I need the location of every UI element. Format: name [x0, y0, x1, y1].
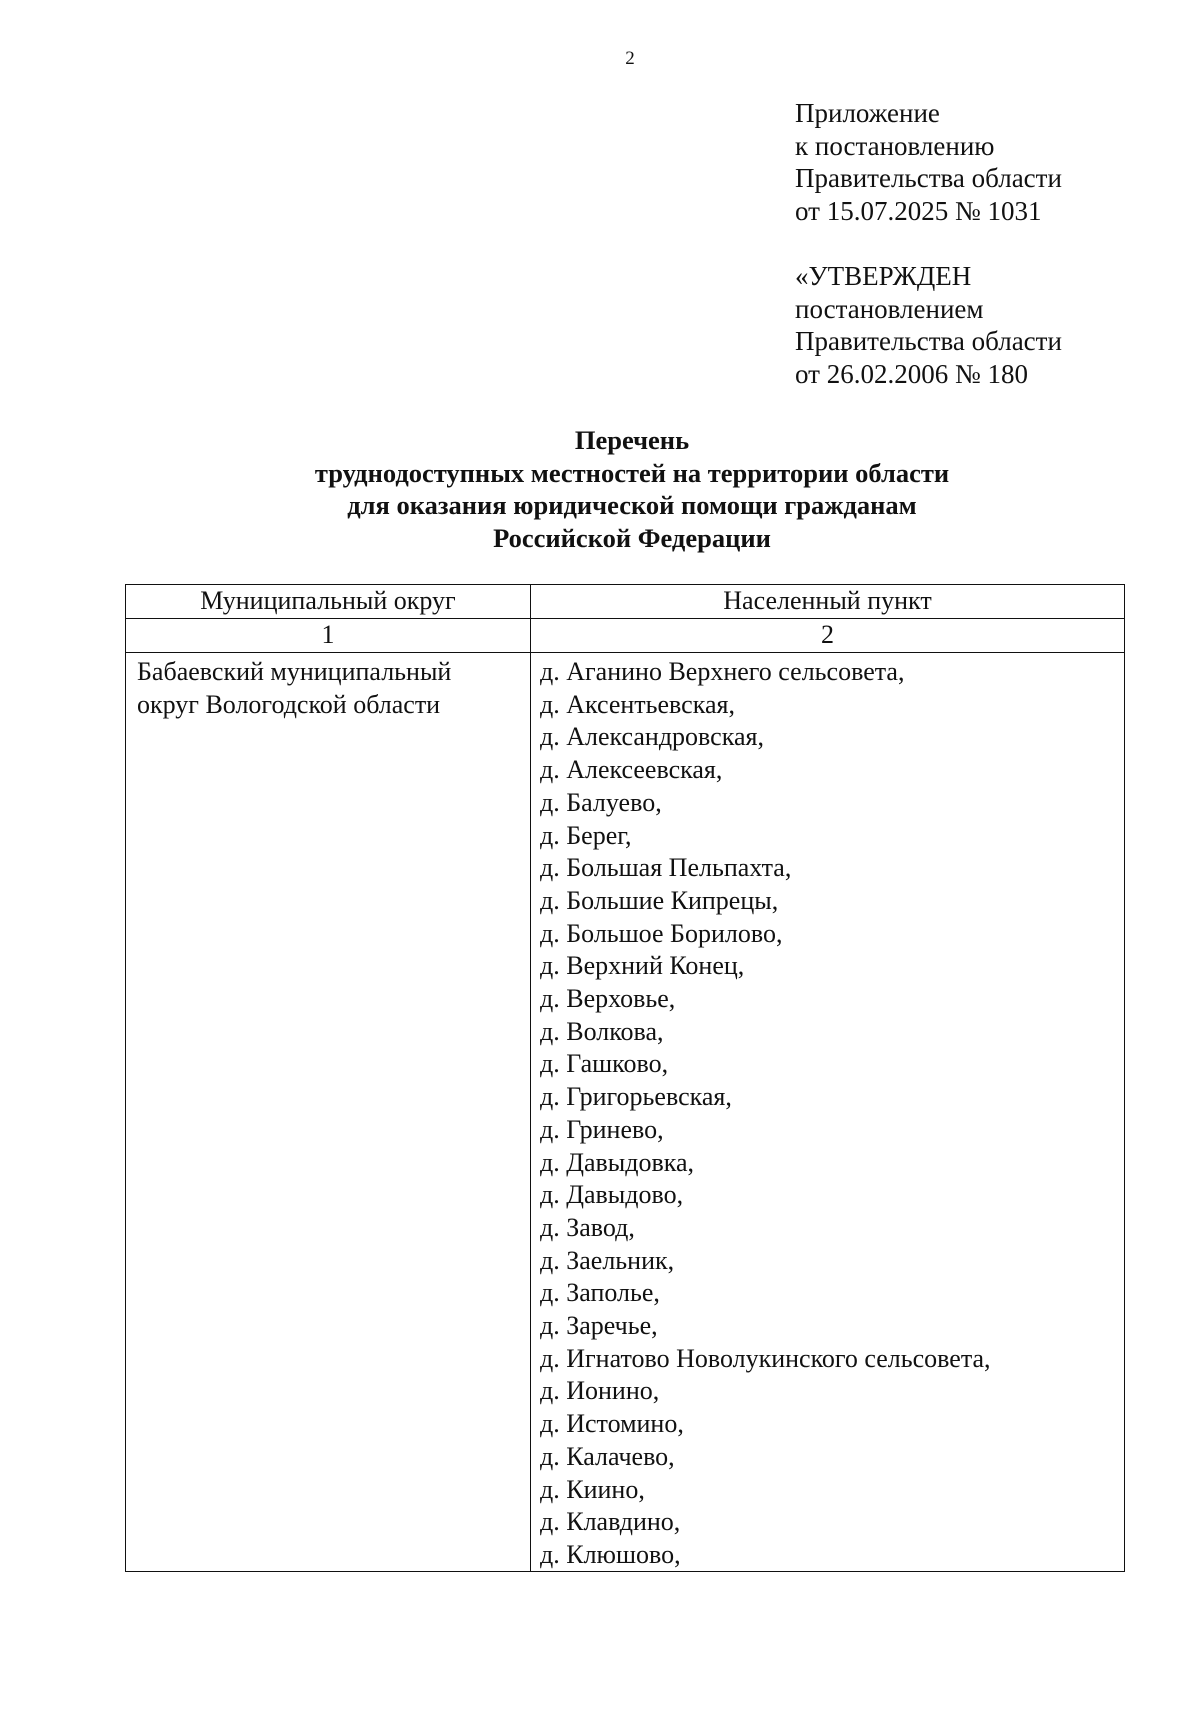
appendix-line: Приложение: [795, 98, 940, 128]
header-district: Муниципальный округ: [200, 586, 456, 615]
locality-item: д. Гашково,: [540, 1049, 669, 1079]
locality-item: д. Григорьевская,: [540, 1082, 732, 1112]
approved-line: от 26.02.2006 № 180: [795, 358, 1028, 389]
locality-item: д. Заельник,: [540, 1245, 675, 1275]
locality-item: д. Большие Кипрецы,: [540, 885, 779, 915]
locality-item: д. Клюшово,: [540, 1539, 681, 1569]
locality-item: д. Заречье,: [540, 1311, 658, 1341]
locality-item: д. Берег,: [540, 820, 632, 850]
header-locality: Населенный пункт: [723, 586, 932, 615]
locality-item: д. Волкова,: [540, 1016, 664, 1046]
page-number: 2: [625, 48, 635, 69]
locality-list: [540, 656, 991, 1572]
locality-item: д. Аксентьевская,: [540, 689, 735, 719]
column-number-2: 2: [821, 620, 834, 649]
district-line: Бабаевский муниципальный: [137, 657, 452, 686]
localities-table: [125, 584, 1125, 1572]
locality-item: д. Большое Борилово,: [540, 918, 783, 948]
locality-item: д. Аганино Верхнего сельсовета,: [540, 657, 905, 686]
approved-line: постановлением: [795, 293, 984, 324]
locality-item: д. Верховье,: [540, 984, 676, 1014]
locality-item: д. Балуево,: [540, 787, 662, 817]
locality-item: д. Алексеевская,: [540, 755, 723, 785]
locality-item: д. Клавдино,: [540, 1507, 681, 1537]
approved-line: Правительства области: [795, 326, 1062, 356]
approved-block: [795, 260, 1062, 390]
title-line: Перечень: [574, 425, 690, 455]
approved-line: «УТВЕРЖДЕН: [795, 261, 972, 291]
title-line: для оказания юридической помощи гражданам: [347, 490, 917, 520]
locality-item: д. Верхний Конец,: [540, 951, 745, 981]
document-title: [0, 424, 1200, 554]
locality-item: д. Ионино,: [540, 1376, 660, 1406]
appendix-line: к постановлению: [795, 130, 995, 161]
locality-item: д. Александровская,: [540, 722, 764, 752]
column-number-1: 1: [321, 620, 335, 649]
locality-item: д. Завод,: [540, 1212, 635, 1242]
locality-item: д. Истомино,: [540, 1409, 684, 1439]
title-line: труднодоступных местностей на территории области: [314, 457, 950, 488]
district-line: округ Вологодской области: [137, 689, 441, 719]
locality-item: д. Давыдовка,: [540, 1147, 695, 1177]
locality-item: д. Заполье,: [540, 1278, 660, 1308]
column-divider: [530, 585, 531, 1571]
locality-item: д. Давыдово,: [540, 1180, 684, 1210]
appendix-line: Правительства области: [795, 163, 1062, 193]
appendix-block: [795, 97, 1062, 227]
locality-item: д. Калачево,: [540, 1441, 675, 1471]
appendix-line: от 15.07.2025 № 1031: [795, 195, 1042, 226]
locality-item: д. Киино,: [540, 1474, 645, 1504]
title-line: Российской Федерации: [493, 522, 771, 553]
locality-item: д. Большая Пельпахта,: [540, 853, 792, 883]
locality-item: д. Гринево,: [540, 1114, 664, 1144]
locality-item: д. Игнатово Новолукинского сельсовета,: [540, 1343, 991, 1373]
district-name: [137, 656, 451, 721]
